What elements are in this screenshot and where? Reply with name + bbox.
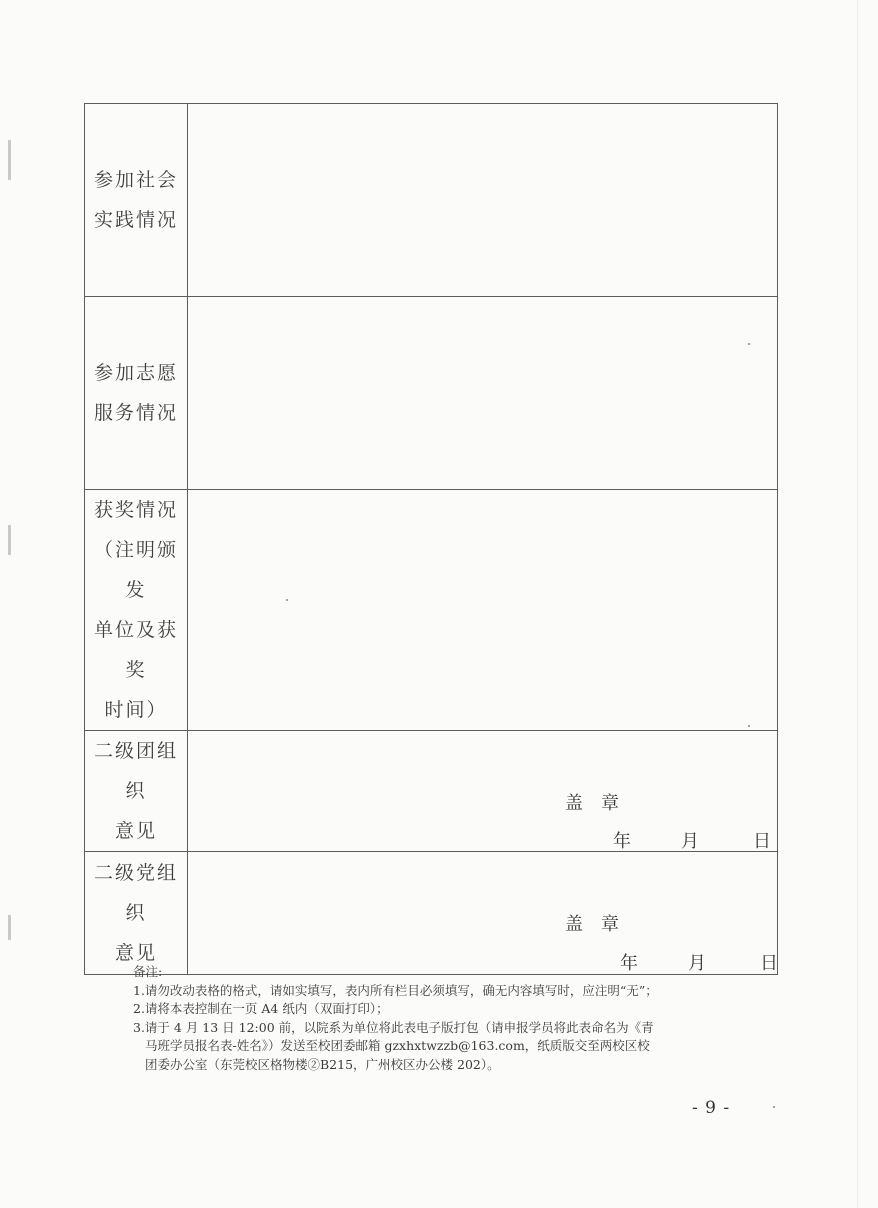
form-row-party-opinion [85, 852, 778, 975]
scan-speck [748, 343, 750, 345]
notes-section [133, 963, 753, 1074]
label-line: （注明颁发 [93, 539, 178, 601]
form-row-awards [85, 490, 778, 731]
row-label [85, 104, 188, 297]
row-label [85, 731, 188, 852]
date-month: 月 [688, 953, 706, 974]
social-practice-field[interactable] [188, 104, 778, 297]
label-line: 实践情况 [93, 209, 178, 231]
label-line: 服务情况 [93, 402, 178, 424]
binder-mark [8, 140, 11, 180]
form-row-social-practice [85, 104, 778, 297]
form-row-volunteer-service [85, 297, 778, 490]
page-number: - 9 - [692, 1098, 731, 1118]
label-line: 单位及获奖 [93, 619, 178, 681]
row-label [85, 852, 188, 975]
awards-field[interactable] [188, 490, 778, 731]
form-row-league-opinion [85, 731, 778, 852]
label-line: 获奖情况 [93, 499, 178, 521]
label-line: 参加志愿 [93, 362, 178, 384]
application-form-table [84, 103, 778, 975]
scan-speck [748, 725, 750, 727]
date-month: 月 [681, 831, 699, 852]
binder-mark [8, 525, 11, 555]
note-item: 团委办公室（东莞校区格物楼②B215，广州校区办公楼 202）。 [145, 1056, 500, 1072]
row-label [85, 490, 188, 731]
volunteer-service-field[interactable] [188, 297, 778, 490]
date-day: 日 [760, 953, 778, 974]
note-item: 马班学员报名表-姓名》）发送至校团委邮箱 gzxhxtwzzb@163.com，纸质版交至两校区校 [145, 1038, 650, 1053]
label-line: 二级党组织 [93, 862, 178, 924]
scan-speck [773, 1106, 775, 1108]
note-item: 2.请将本表控制在一页 A4 纸内（双面打印）； [133, 1001, 389, 1016]
row-label [85, 297, 188, 490]
binder-mark [8, 915, 11, 940]
note-item: 1.请勿改动表格的格式，请如实填写，表内所有栏目必须填写，确无内容填写时，应注明“无”； [133, 982, 658, 998]
label-line: 时间） [104, 699, 168, 721]
seal-label: 盖 章 [565, 914, 619, 935]
label-line: 二级团组织 [93, 740, 178, 802]
page-edge [857, 0, 858, 1208]
league-opinion-field[interactable] [188, 731, 778, 852]
seal-label: 盖 章 [565, 793, 619, 814]
scan-speck [286, 599, 288, 601]
label-line: 意见 [114, 820, 157, 842]
date-year: 年 [613, 831, 631, 852]
date-year: 年 [620, 953, 638, 974]
notes-title: 备注: [133, 964, 163, 979]
note-item: 3.请于 4 月 13 日 12:00 前，以院系为单位将此表电子版打包（请申报学员将此表命名为《青 [133, 1019, 654, 1035]
label-line: 参加社会 [93, 169, 178, 191]
label-line: 意见 [114, 942, 157, 964]
date-day: 日 [753, 831, 771, 852]
party-opinion-field[interactable] [188, 852, 778, 975]
